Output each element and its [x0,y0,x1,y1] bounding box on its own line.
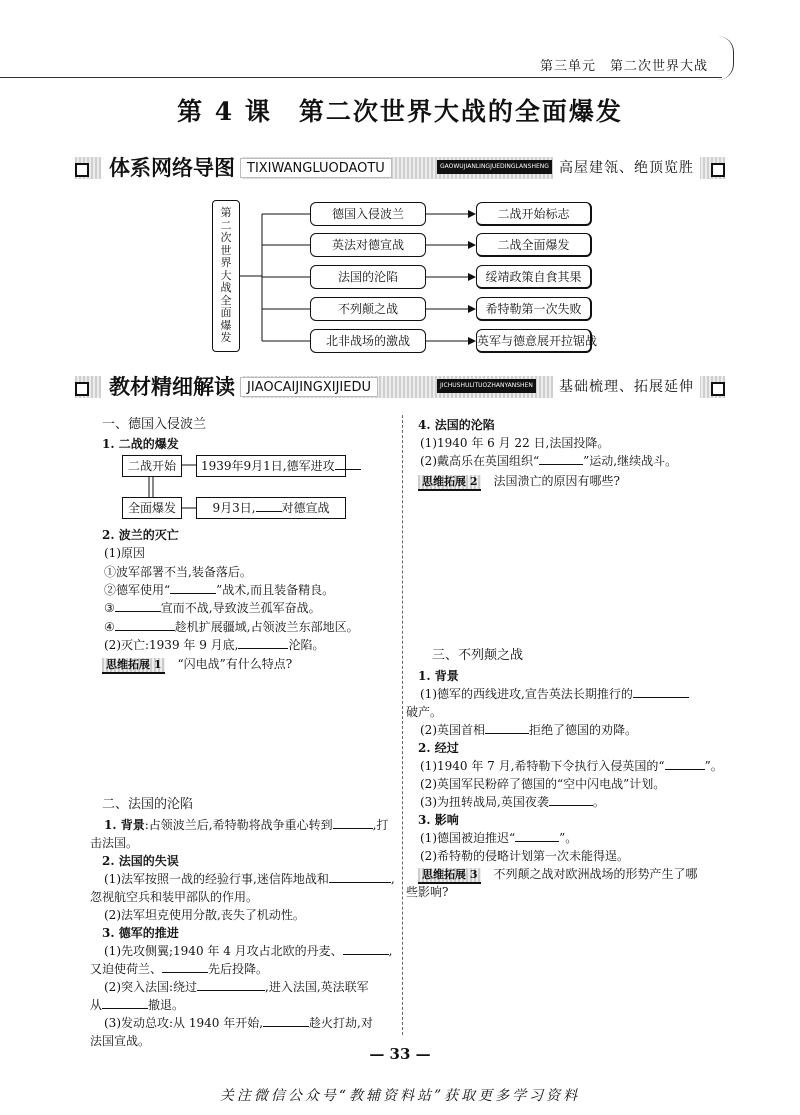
text-line: (1)德军的西线进攻,宣告英法长期推行的 [420,686,689,702]
subheading: 2. 波兰的灭亡 [102,528,179,542]
text-line: (1)法军按照一战的经验行事,迷信阵地战和 , [104,872,395,886]
section-heading: 三、不列颠之战 [432,648,524,663]
text-line: 1. 背景:占领波兰后,希特勒将战争重心转到 ,打 [104,818,389,832]
root-char: 界 [220,256,232,269]
root-char: 面 [220,306,232,319]
section-pinyin: JIAOCAIJINGXIJIEDU [240,377,378,397]
text-line: ③ 宣而不战,导致波兰孤军奋战。 [104,601,321,615]
root-char: 次 [220,231,232,244]
section-title: 教材精细解读 [101,373,243,401]
root-char: 战 [220,281,232,294]
section-pinyin: TIXIWANGLUODAOTU [240,158,392,178]
text-line: (3)发动总攻:从 1940 年开始, 趁火打劫,对 [104,1016,373,1030]
mindmap-event: 北非战场的激战 [310,329,426,353]
think-tag: 思维拓展 1 [102,658,165,674]
section-motto: 基础梳理、拓展延伸 [553,375,700,399]
text-line: (1)德国被迫推迟“ ”。 [420,831,578,845]
box-war-start: 二战开始 [122,455,182,477]
box-full-outbreak-detail: 9月3日, 对德宣战 [196,497,346,519]
root-char: 发 [220,331,232,344]
mindmap-event: 不列颠之战 [310,297,426,321]
footer-note: 关注微信公众号“教辅资料站”获取更多学习资料 [219,1088,581,1104]
subheading: 1. 背景 [418,669,459,683]
subheading: 4. 法国的沦陷 [418,418,495,432]
mindmap-result: 二战全面爆发 [476,233,592,257]
subheading: 2. 经过 [418,741,459,755]
root-char: 大 [220,268,232,282]
think-prompt-2: 思维拓展 2 法国溃亡的原因有哪些? [418,473,620,491]
text-line: 又迫使荷兰、 先后投降。 [90,962,269,976]
root-char: 爆 [220,318,232,332]
think-prompt-3: 思维拓展 3 不列颠之战对欧洲战场的形势产生了哪 [418,866,698,884]
mindmap-event: 英法对德宣战 [310,233,426,257]
text-line: ④ 趁机扩展疆域,占领波兰东部地区。 [104,620,359,634]
think-tag: 思维拓展 2 [418,475,481,491]
text-line: ②德军使用“ ”战术,而且装备精良。 [104,583,335,597]
mindmap-event: 法国的沦陷 [310,265,426,289]
root-char: 全 [220,293,232,307]
root-char: 世 [220,243,232,257]
subheading: 1. 二战的爆发 [102,437,179,451]
text-line: (1)1940 年 6 月 22 日,法国投降。 [420,436,610,450]
section-title: 体系网络导图 [101,154,243,182]
page-number: — 33 — [369,1045,431,1063]
mindmap-result: 希特勒第一次失败 [476,297,592,321]
text-line: 破产。 [406,705,443,719]
text-line: (2)灭亡:1939 年 9 月底, 沦陷。 [104,638,325,652]
root-char: 二 [220,218,232,232]
text-line: (2)突入法国:绕过 ,进入法国,英法联军 [104,980,369,994]
text-line: (2)戴高乐在英国组织“ ”运动,继续战斗。 [420,454,678,468]
text-line: (2)法军坦克使用分散,丧失了机动性。 [104,908,305,922]
root-char: 第 [220,206,232,219]
text-line: 法国宣战。 [90,1034,151,1048]
section-tag: GAOWUJIANLINGJUEDINGLANSHENG [437,160,552,174]
text-line: 击法国。 [90,836,139,850]
text-line: (2)英国首相 拒绝了德国的劝降。 [420,723,638,737]
mindmap-result: 英军与德意展开拉锯战 [476,329,592,353]
text-line: 忽视航空兵和装甲部队的作用。 [90,890,259,904]
subheading: 3. 德军的推进 [102,926,179,940]
text-line: (1)1940 年 7 月,希特勒下令执行入侵英国的“ ”。 [420,759,723,773]
mindmap-result: 二战开始标志 [476,202,592,226]
text-line: 从 撤退。 [90,998,185,1012]
section-motto: 高屋建瓴、绝顶览胜 [553,156,700,180]
unit-header: 第三单元 第二次世界大战 [539,59,708,74]
text-line: (2)希特勒的侵略计划第一次未能得逞。 [420,849,629,863]
text-line: 些影响? [406,885,449,899]
subheading: 2. 法国的失误 [102,854,179,868]
text-line: ①波军部署不当,装备落后。 [104,565,252,579]
section-heading: 一、德国入侵波兰 [102,417,207,432]
think-tag: 思维拓展 3 [418,868,481,884]
text-line: (2)英国军民粉碎了德国的“空中闪电战”计划。 [420,777,666,791]
box-full-outbreak: 全面爆发 [122,497,182,519]
subheading: 3. 影响 [418,813,459,827]
text-line: (1)先攻侧翼;1940 年 4 月攻占北欧的丹麦、 , [104,944,393,958]
section-tag: JICHUSHULITUOZHANYANSHEN [437,379,536,393]
lesson-title: 第 4 课 第二次世界大战的全面爆发 [177,97,623,126]
mindmap-event: 德国入侵波兰 [310,202,426,226]
section-heading: 二、法国的沦陷 [102,797,194,812]
text-line: (1)原因 [104,546,145,560]
think-prompt-1: 思维拓展 1 “闪电战”有什么特点? [102,656,292,674]
mindmap-result: 绥靖政策自食其果 [476,265,592,289]
text-line: (3)为扭转战局,英国夜袭 。 [420,795,605,809]
box-war-start-detail: 1939年9月1日,德军进攻 [196,455,346,477]
